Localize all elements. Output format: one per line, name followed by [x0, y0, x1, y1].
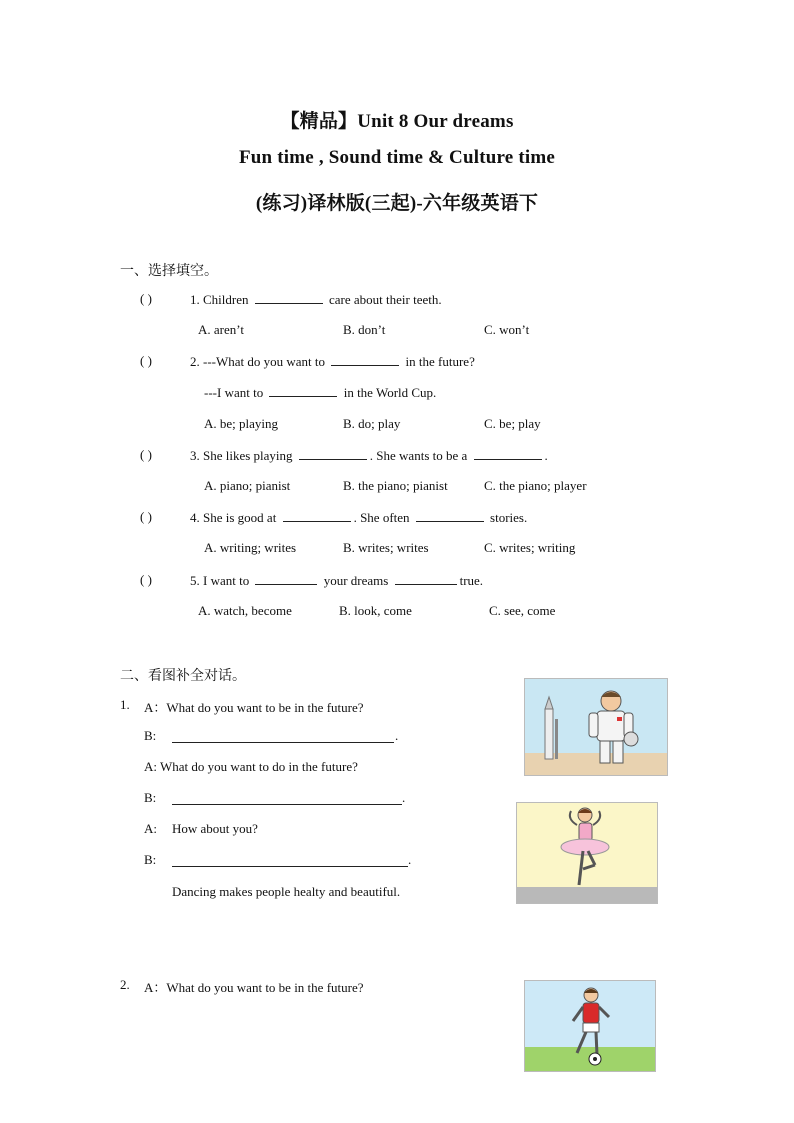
option-a: A. aren’t — [198, 322, 244, 337]
item-1-number: 1. — [120, 697, 130, 712]
speaker-label: B: — [144, 728, 157, 743]
question-2 — [190, 353, 475, 370]
fill-blank[interactable] — [255, 572, 317, 585]
answer-paren[interactable]: ( ) — [140, 447, 152, 462]
astronaut-drawing — [525, 679, 667, 775]
question-text: Children — [203, 292, 249, 307]
fill-blank[interactable] — [331, 353, 399, 366]
football-player-illustration — [524, 980, 656, 1072]
dancer-drawing — [517, 803, 657, 903]
dialogue-text: What do you want to be in the future? — [166, 980, 364, 995]
dialogue-line — [144, 977, 364, 996]
speaker-label: A: — [144, 821, 157, 836]
fill-blank[interactable] — [416, 509, 484, 522]
speaker-label: A： — [144, 700, 167, 715]
option-c: C. the piano; player — [484, 478, 587, 493]
dialogue-line — [144, 697, 364, 716]
answer-line[interactable] — [172, 804, 402, 805]
period: . — [408, 852, 412, 867]
option-a: A. piano; pianist — [204, 478, 291, 493]
question-number: 4. — [190, 510, 200, 525]
option-a: A. watch, become — [198, 603, 292, 618]
fill-blank[interactable] — [395, 572, 457, 585]
option-b: B. look, come — [339, 603, 412, 618]
dialogue-text: How about you? — [172, 821, 258, 836]
fill-blank[interactable] — [474, 447, 542, 460]
fill-blank[interactable] — [283, 509, 351, 522]
question-5 — [190, 572, 483, 589]
question-text: She likes playing — [203, 448, 293, 463]
option-c: C. be; play — [484, 416, 541, 431]
question-text: She is good at — [203, 510, 277, 525]
section-1-heading: 一、选择填空。 — [120, 263, 218, 279]
option-a: A. writing; writes — [204, 540, 297, 555]
question-text: . She wants to be a — [369, 448, 468, 463]
question-text: . — [544, 448, 548, 463]
question-text: stories. — [490, 510, 528, 525]
question-3 — [190, 447, 548, 464]
question-text: care about their teeth. — [329, 292, 442, 307]
answer-line[interactable] — [172, 866, 408, 867]
question-text: I want to — [203, 573, 250, 588]
answer-paren[interactable]: ( ) — [140, 509, 152, 524]
question-number: 3. — [190, 448, 200, 463]
answer-paren[interactable]: ( ) — [140, 291, 152, 306]
speaker-label: B: — [144, 790, 157, 805]
question-number: 5. — [190, 573, 200, 588]
title-line-3: (练习)译林版(三起)-六年级英语下 — [255, 193, 539, 214]
answer-paren[interactable]: ( ) — [140, 572, 152, 587]
question-text: ---I want to — [204, 385, 264, 400]
question-number: 1. — [190, 292, 200, 307]
title-line-1: 【精品】Unit 8 Our dreams — [280, 111, 514, 132]
question-1 — [190, 291, 442, 308]
question-2-reply — [204, 384, 436, 401]
speaker-label: B: — [144, 852, 157, 867]
question-text: your dreams — [323, 573, 389, 588]
football-drawing — [525, 981, 655, 1071]
answer-paren[interactable]: ( ) — [140, 353, 152, 368]
question-4 — [190, 509, 527, 526]
title-line-2: Fun time , Sound time & Culture time — [238, 147, 556, 168]
dialogue-note: Dancing makes people healty and beautiful. — [172, 884, 401, 899]
astronaut-illustration — [524, 678, 668, 776]
question-text: true. — [459, 573, 484, 588]
option-b: B. writes; writes — [343, 540, 429, 555]
period: . — [402, 790, 406, 805]
option-c: C. writes; writing — [484, 540, 576, 555]
fill-blank[interactable] — [269, 384, 337, 397]
fill-blank[interactable] — [299, 447, 367, 460]
ballet-dancer-illustration — [516, 802, 658, 904]
fill-blank[interactable] — [255, 291, 323, 304]
option-b: B. don’t — [343, 322, 386, 337]
question-text: . She often — [353, 510, 410, 525]
period: . — [395, 728, 399, 743]
option-b: B. the piano; pianist — [343, 478, 448, 493]
speaker-label: A： — [144, 980, 167, 995]
option-b: B. do; play — [343, 416, 401, 431]
option-c: C. won’t — [484, 322, 530, 337]
question-text: in the World Cup. — [343, 385, 437, 400]
option-c: C. see, come — [489, 603, 556, 618]
question-text: in the future? — [405, 354, 475, 369]
question-text: ---What do you want to — [203, 354, 326, 369]
answer-line[interactable] — [172, 742, 394, 743]
dialogue-text: What do you want to be in the future? — [166, 700, 364, 715]
item-2-number: 2. — [120, 977, 130, 992]
option-a: A. be; playing — [204, 416, 279, 431]
question-number: 2. — [190, 354, 200, 369]
section-2-heading: 二、看图补全对话。 — [120, 668, 246, 684]
dialogue-text: A: What do you want to do in the future? — [144, 759, 358, 774]
